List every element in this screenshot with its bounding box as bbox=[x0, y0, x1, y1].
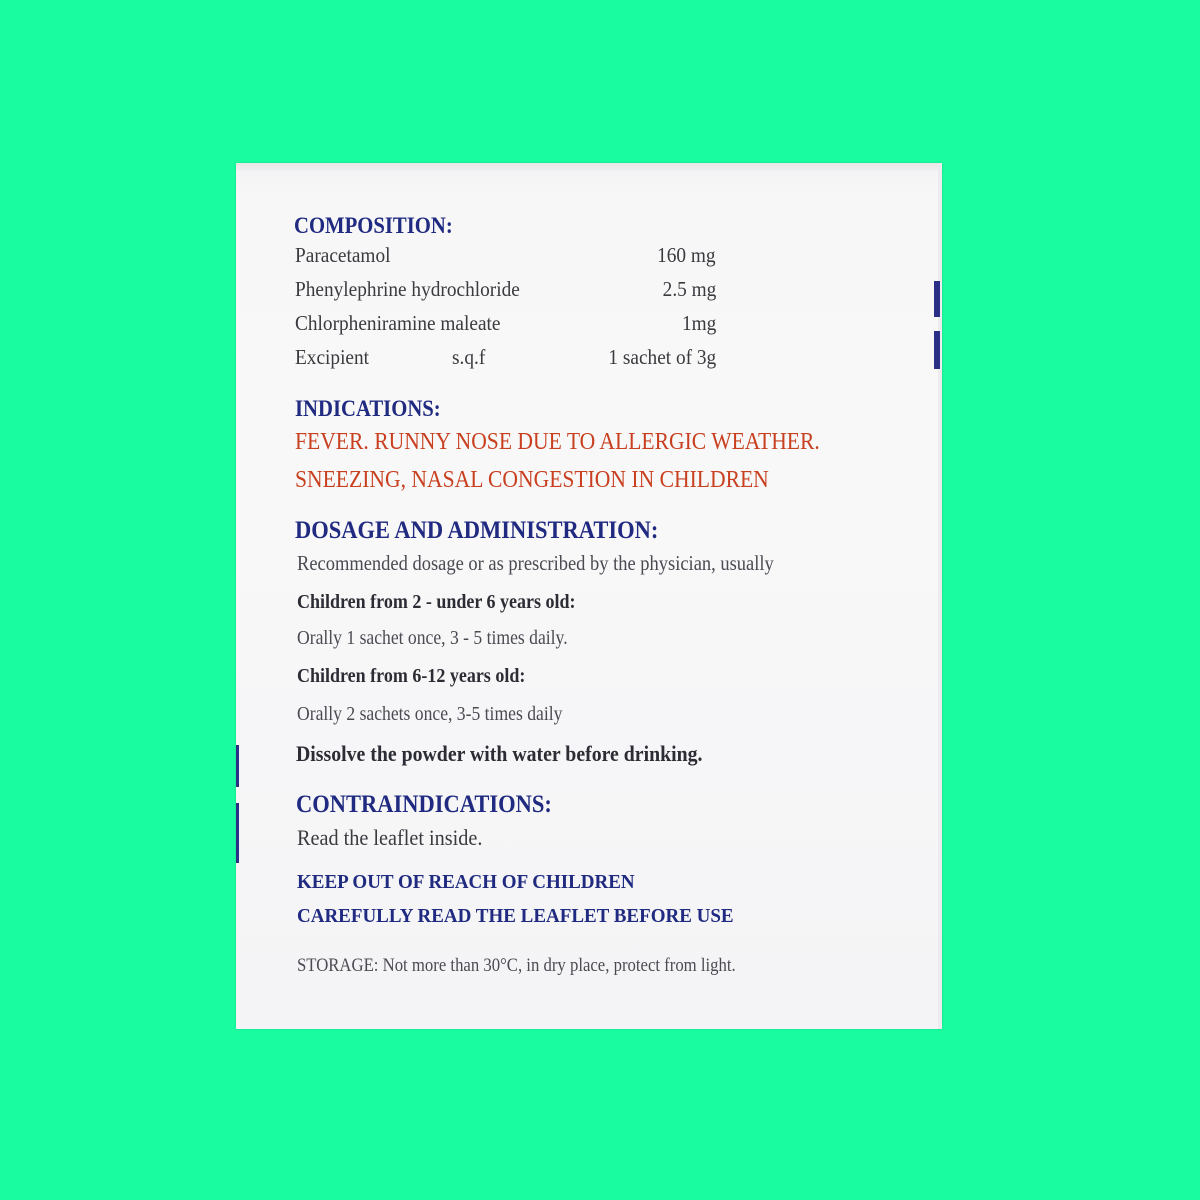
indications-heading: INDICATIONS: bbox=[295, 396, 441, 421]
composition-heading: COMPOSITION: bbox=[294, 213, 453, 238]
storage-text: STORAGE: Not more than 30°C, in dry place, protect from light. bbox=[297, 955, 736, 976]
composition-item-name: Phenylephrine hydrochloride bbox=[295, 277, 520, 301]
medicine-box-side-panel bbox=[236, 163, 942, 1029]
indications-line: FEVER. RUNNY NOSE DUE TO ALLERGIC WEATHER. bbox=[295, 429, 820, 455]
dosage-intro: Recommended dosage or as prescribed by the physician, usually bbox=[297, 551, 774, 575]
composition-item-amount: 1 sachet of 3g bbox=[608, 345, 716, 369]
composition-item-amount: 1mg bbox=[681, 311, 716, 335]
warning-line: KEEP OUT OF REACH OF CHILDREN bbox=[297, 871, 635, 893]
box-edge-blue-stripe bbox=[236, 803, 239, 863]
dosage-group-text: Orally 2 sachets once, 3-5 times daily bbox=[297, 703, 563, 725]
composition-item-name: Paracetamol bbox=[295, 243, 391, 267]
composition-item-qualifier: s.q.f bbox=[452, 345, 486, 369]
composition-item-amount: 2.5 mg bbox=[662, 277, 716, 301]
dosage-group-text: Orally 1 sachet once, 3 - 5 times daily. bbox=[297, 627, 568, 649]
contraindications-heading: CONTRAINDICATIONS: bbox=[296, 791, 552, 818]
warning-line: CAREFULLY READ THE LEAFLET BEFORE USE bbox=[297, 905, 734, 927]
box-top-edge bbox=[236, 163, 942, 171]
composition-item-name: Chlorpheniramine maleate bbox=[295, 311, 501, 335]
box-edge-blue-stripe bbox=[236, 745, 239, 787]
dosage-group-title: Children from 6-12 years old: bbox=[297, 665, 526, 687]
dosage-heading: DOSAGE AND ADMINISTRATION: bbox=[295, 517, 659, 544]
indications-line: SNEEZING, NASAL CONGESTION IN CHILDREN bbox=[295, 467, 769, 493]
composition-item-name: Excipient bbox=[295, 345, 370, 369]
dosage-group-title: Children from 2 - under 6 years old: bbox=[297, 591, 576, 613]
composition-item-amount: 160 mg bbox=[657, 243, 716, 267]
dosage-note: Dissolve the powder with water before drinking. bbox=[296, 741, 703, 766]
box-edge-blue-stripe bbox=[934, 331, 940, 369]
contraindications-text: Read the leaflet inside. bbox=[297, 825, 483, 850]
box-edge-blue-stripe bbox=[934, 281, 940, 317]
